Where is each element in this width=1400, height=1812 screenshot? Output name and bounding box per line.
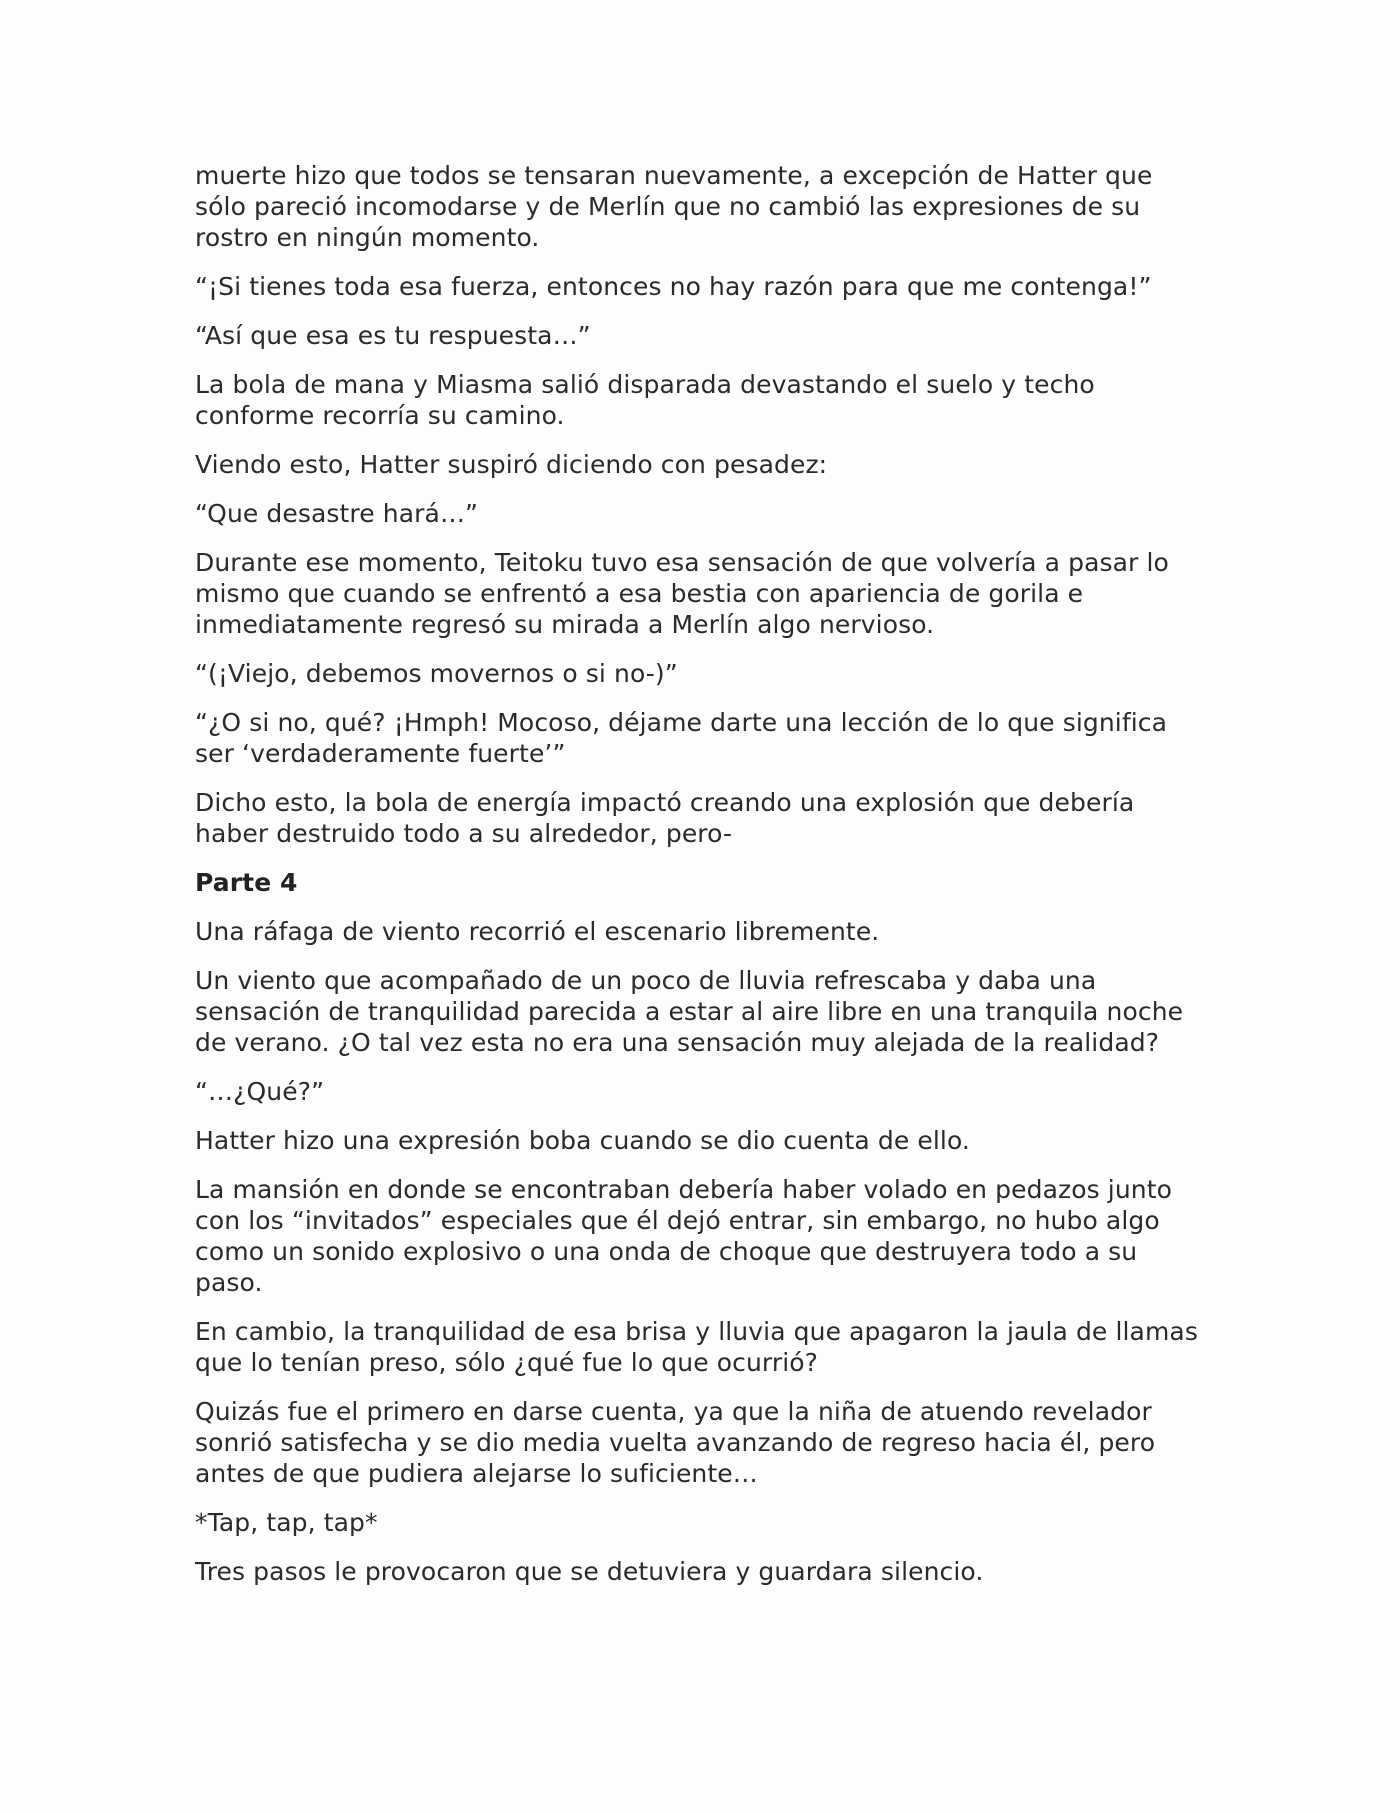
paragraph: “Así que esa es tu respuesta…”	[195, 321, 591, 350]
paragraph: “…¿Qué?”	[195, 1077, 325, 1106]
paragraph: Viendo esto, Hatter suspiró diciendo con pesadez:	[195, 450, 828, 479]
document-body	[195, 160, 1205, 1605]
paragraph: La bola de mana y Miasma salió disparada devastando el suelo y techo conforme recorría su camino.	[195, 370, 1095, 430]
paragraph: Quizás fue el primero en darse cuenta, ya que la niña de atuendo revelador sonrió satisfecha y se dio media vuelta avanzando de regreso hacia él, pero antes de que pudiera alejarse lo suficiente…	[195, 1397, 1156, 1488]
paragraph: muerte hizo que todos se tensaran nuevamente, a excepción de Hatter que sólo pareció incomodarse y de Merlín que no cambió las expresiones de su rostro en ningún momento.	[195, 161, 1153, 252]
paragraph: “¿O si no, qué? ¡Hmph! Mocoso, déjame darte una lección de lo que significa ser ‘verdaderamente fuerte’”	[195, 708, 1168, 768]
paragraph: Una ráfaga de viento recorrió el escenario libremente.	[195, 917, 880, 946]
paragraph: “(¡Viejo, debemos movernos o si no-)”	[195, 659, 678, 688]
paragraph: La mansión en donde se encontraban debería haber volado en pedazos junto con los “invitados” especiales que él dejó entrar, sin embargo, no hubo algo como un sonido explosivo o una onda de choque que destruyera todo a su paso.	[195, 1175, 1173, 1297]
paragraph: *Tap, tap, tap*	[195, 1508, 378, 1537]
paragraph: Un viento que acompañado de un poco de lluvia refrescaba y daba una sensación de tranquilidad parecida a estar al aire libre en una tranquila noche de verano. ¿O tal vez esta no era una sensación muy alejada de la realidad?	[195, 966, 1184, 1057]
paragraph: Tres pasos le provocaron que se detuviera y guardara silencio.	[195, 1557, 984, 1586]
paragraph: “Que desastre hará…”	[195, 499, 479, 528]
paragraph: Hatter hizo una expresión boba cuando se dio cuenta de ello.	[195, 1126, 970, 1155]
section-heading: Parte 4	[195, 868, 298, 897]
paragraph: Dicho esto, la bola de energía impactó creando una explosión que debería haber destruido todo a su alrededor, pero-	[195, 788, 1135, 848]
paragraph: En cambio, la tranquilidad de esa brisa y lluvia que apagaron la jaula de llamas que lo tenían preso, sólo ¿qué fue lo que ocurrió?	[195, 1317, 1198, 1377]
paragraph: “¡Si tienes toda esa fuerza, entonces no hay razón para que me contenga!”	[195, 272, 1152, 301]
paragraph: Durante ese momento, Teitoku tuvo esa sensación de que volvería a pasar lo mismo que cuando se enfrentó a esa bestia con apariencia de gorila e inmediatamente regresó su mirada a Merlín algo nervioso.	[195, 548, 1169, 639]
